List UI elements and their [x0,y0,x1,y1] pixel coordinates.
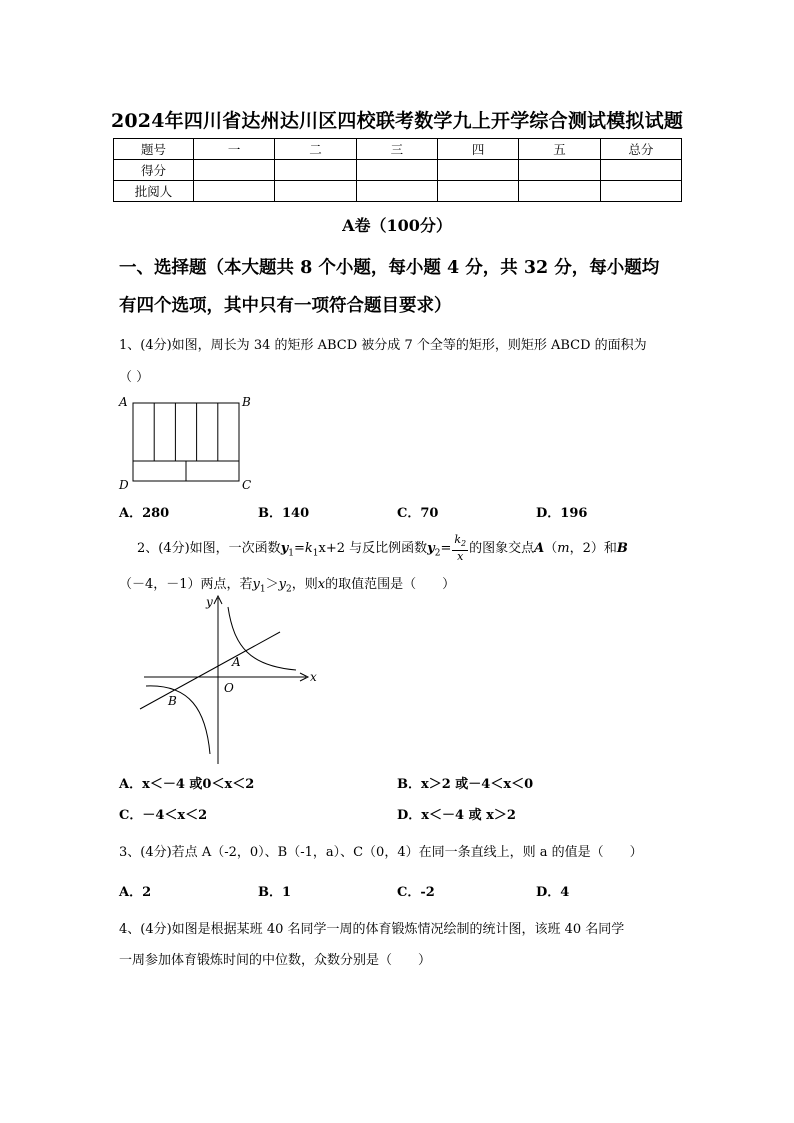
row-label: 得分 [114,160,194,181]
q2-line2-y2: y [278,577,287,592]
q2-frac-num: k [454,533,462,546]
q1-rectangle-figure [115,393,255,493]
linear-function-line [140,632,280,709]
score-cell [275,160,356,181]
q2-option-d: D．x＜－4 或 x＞2 [397,808,516,823]
q2-p3: （ [544,541,558,557]
q2-option-b: B．x＞2 或－4＜x＜0 [397,777,534,792]
score-cell [600,181,681,202]
q1-option-c: C．70 [397,506,439,521]
q2-line2a: （－4，－1）两点，若 [119,577,253,592]
label-a: A [119,395,128,409]
q2-line2c: 的取值范围是（ ） [325,577,456,592]
score-cell [356,160,437,181]
q4-text-line1: 4、(4分)如图是根据某班 40 名同学一周的体育锻炼情况绘制的统计图，该班 40 名同学 [119,922,625,937]
q3-option-a: A．2 [119,885,152,900]
q1-text-line2: （ ） [119,370,150,385]
point-a-label: A [232,655,241,669]
q2-m: m [557,541,570,557]
q3-option-b: B．1 [258,885,292,900]
q2-point-b: B [616,541,628,557]
q3-option-d: D．4 [536,885,570,900]
q2-frac-den: x [457,550,464,564]
point-b-label: B [168,694,177,708]
label-d: D [119,478,129,492]
section-heading-line1: 一、选择题（本大题共 8 个小题，每小题 4 分，共 32 分，每小题均 [119,258,660,278]
row-label: 批阅人 [114,181,194,202]
q2-y2: y [427,541,435,557]
score-cell [194,181,275,202]
q2-text-line2: （－4，－1）两点，若$y_1>y_2$，则x的取值范围是（ ） [119,577,456,595]
score-table-row [114,160,682,181]
q2-eq1: =k [293,541,313,557]
q1-option-a: A．280 [119,506,170,521]
q2-p2: 的图象交点 [469,541,535,557]
header-cell: 一 [194,139,275,160]
q2-line2-gt: ＞ [265,577,279,592]
score-cell [194,160,275,181]
score-table-row [114,181,682,202]
q3-option-c: C．-2 [397,885,435,900]
label-c: C [242,478,252,492]
score-cell [600,160,681,181]
paper-section-heading: A卷（100分） [342,216,452,235]
header-cell: 题号 [114,139,194,160]
q2-point-a: A [534,541,545,557]
q2-option-c: C．－4＜x＜2 [119,808,208,823]
q2-line2-y1: y [252,577,260,592]
score-cell [519,160,600,181]
header-cell: 总分 [600,139,681,160]
q2-text-line1: 2、(4分)如图，一次函数$y_1=k_1x+2$ 与反比例函数$y_2=$ $\frac{k_2}{x}$ 的图象交点A（m，2）和B [137,533,628,564]
score-table-header-row [114,139,682,160]
score-table [113,138,682,202]
q2-function-graph [130,592,330,772]
q2-p4: ，2）和 [569,541,617,557]
q2-line2b: ，则 [291,577,318,592]
y-axis-label: y [206,595,213,609]
q2-y1: y [280,541,289,557]
q1-option-d: D．196 [536,506,588,521]
page-title: 2024年四川省达州达川区四校联考数学九上开学综合测试模拟试题 [110,110,684,132]
q2-option-a: A．x＜－4 或0＜x＜2 [119,777,255,792]
score-cell [519,181,600,202]
q2-eq1b: x+2 与反比例函数 [318,541,428,557]
score-cell [437,160,518,181]
q3-text: 3、(4分)若点 A（-2，0）、B（-1，a）、C（0，4）在同一条直线上，则 a 的值是（ ） [119,845,643,860]
q2-fraction: $\frac{k_2}{x}$ [454,533,467,564]
score-cell [437,181,518,202]
x-axis-label: x [310,670,317,684]
label-b: B [242,395,251,409]
header-cell: 二 [275,139,356,160]
header-cell: 五 [519,139,600,160]
q2-line2-x: x [317,577,326,592]
hyperbola-branch-left [146,686,210,754]
score-cell [275,181,356,202]
section-heading-line2: 有四个选项，其中只有一项符合题目要求） [119,296,452,316]
q4-text-line2: 一周参加体育锻炼时间的中位数，众数分别是（ ） [119,953,432,968]
q2-eq2: = [440,541,452,557]
q1-option-b: B．140 [258,506,310,521]
header-cell: 四 [437,139,518,160]
score-cell [356,181,437,202]
q1-text-line1: 1、(4分)如图，周长为 34 的矩形 ABCD 被分成 7 个全等的矩形，则矩形 ABCD 的面积为 [119,338,647,353]
q2-prefix: 2、(4分)如图，一次函数 [137,541,281,557]
header-cell: 三 [356,139,437,160]
origin-label: O [224,681,234,695]
